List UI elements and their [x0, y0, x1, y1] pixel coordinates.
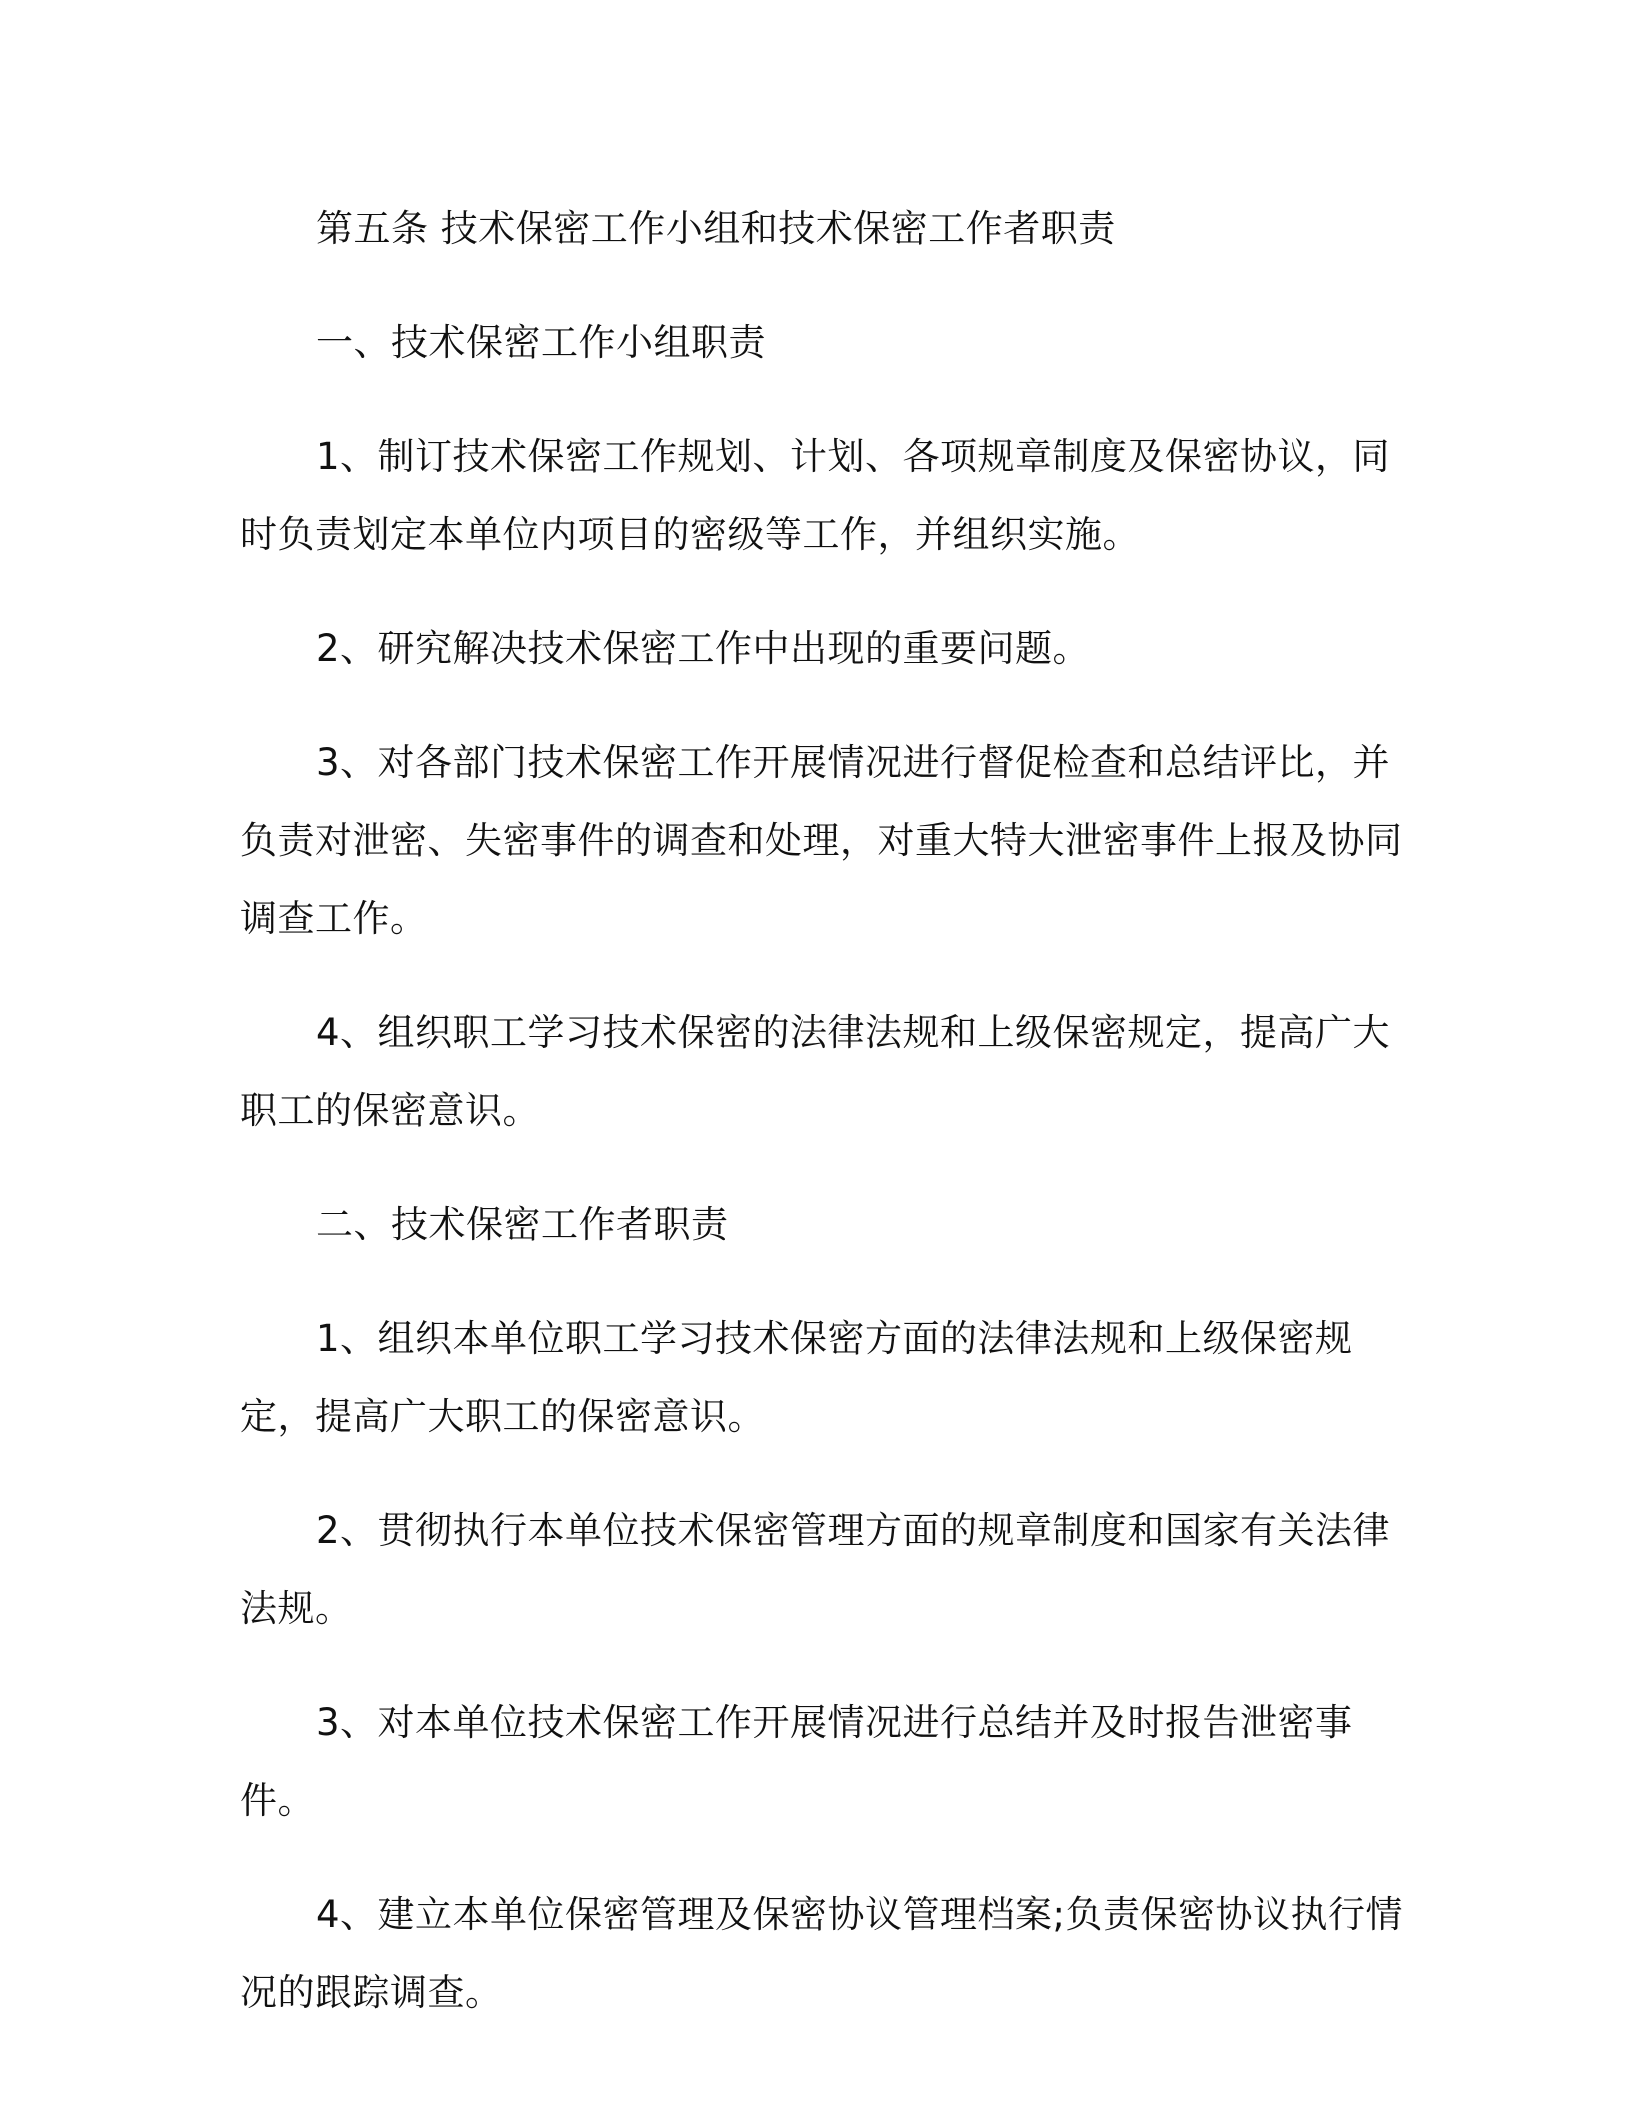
section1-item-2: 2、研究解决技术保密工作中出现的重要问题。	[316, 627, 1091, 670]
document-body	[240, 190, 1410, 2032]
section2-item-3: 3、对本单位技术保密工作开展情况进行总结并及时报告泄密事件。	[240, 1701, 1353, 1822]
section2-item-2: 2、贯彻执行本单位技术保密管理方面的规章制度和国家有关法律法规。	[240, 1509, 1391, 1630]
document-title: 第五条 技术保密工作小组和技术保密工作者职责	[316, 207, 1116, 250]
section-heading-2: 二、技术保密工作者职责	[316, 1203, 729, 1246]
section1-item-3: 3、对各部门技术保密工作开展情况进行督促检查和总结评比，并负责对泄密、失密事件的调查和处理，对重大特大泄密事件上报及协同调查工作。	[240, 741, 1403, 940]
section-heading-1: 一、技术保密工作小组职责	[316, 321, 766, 364]
section2-item-4: 4、建立本单位保密管理及保密协议管理档案;负责保密协议执行情况的跟踪调查。	[240, 1893, 1404, 2014]
section1-item-4: 4、组织职工学习技术保密的法律法规和上级保密规定，提高广大职工的保密意识。	[240, 1011, 1391, 1132]
section2-item-1: 1、组织本单位职工学习技术保密方面的法律法规和上级保密规定，提高广大职工的保密意识。	[240, 1317, 1353, 1438]
section1-item-1: 1、制订技术保密工作规划、计划、各项规章制度及保密协议，同时负责划定本单位内项目的密级等工作，并组织实施。	[240, 435, 1391, 556]
